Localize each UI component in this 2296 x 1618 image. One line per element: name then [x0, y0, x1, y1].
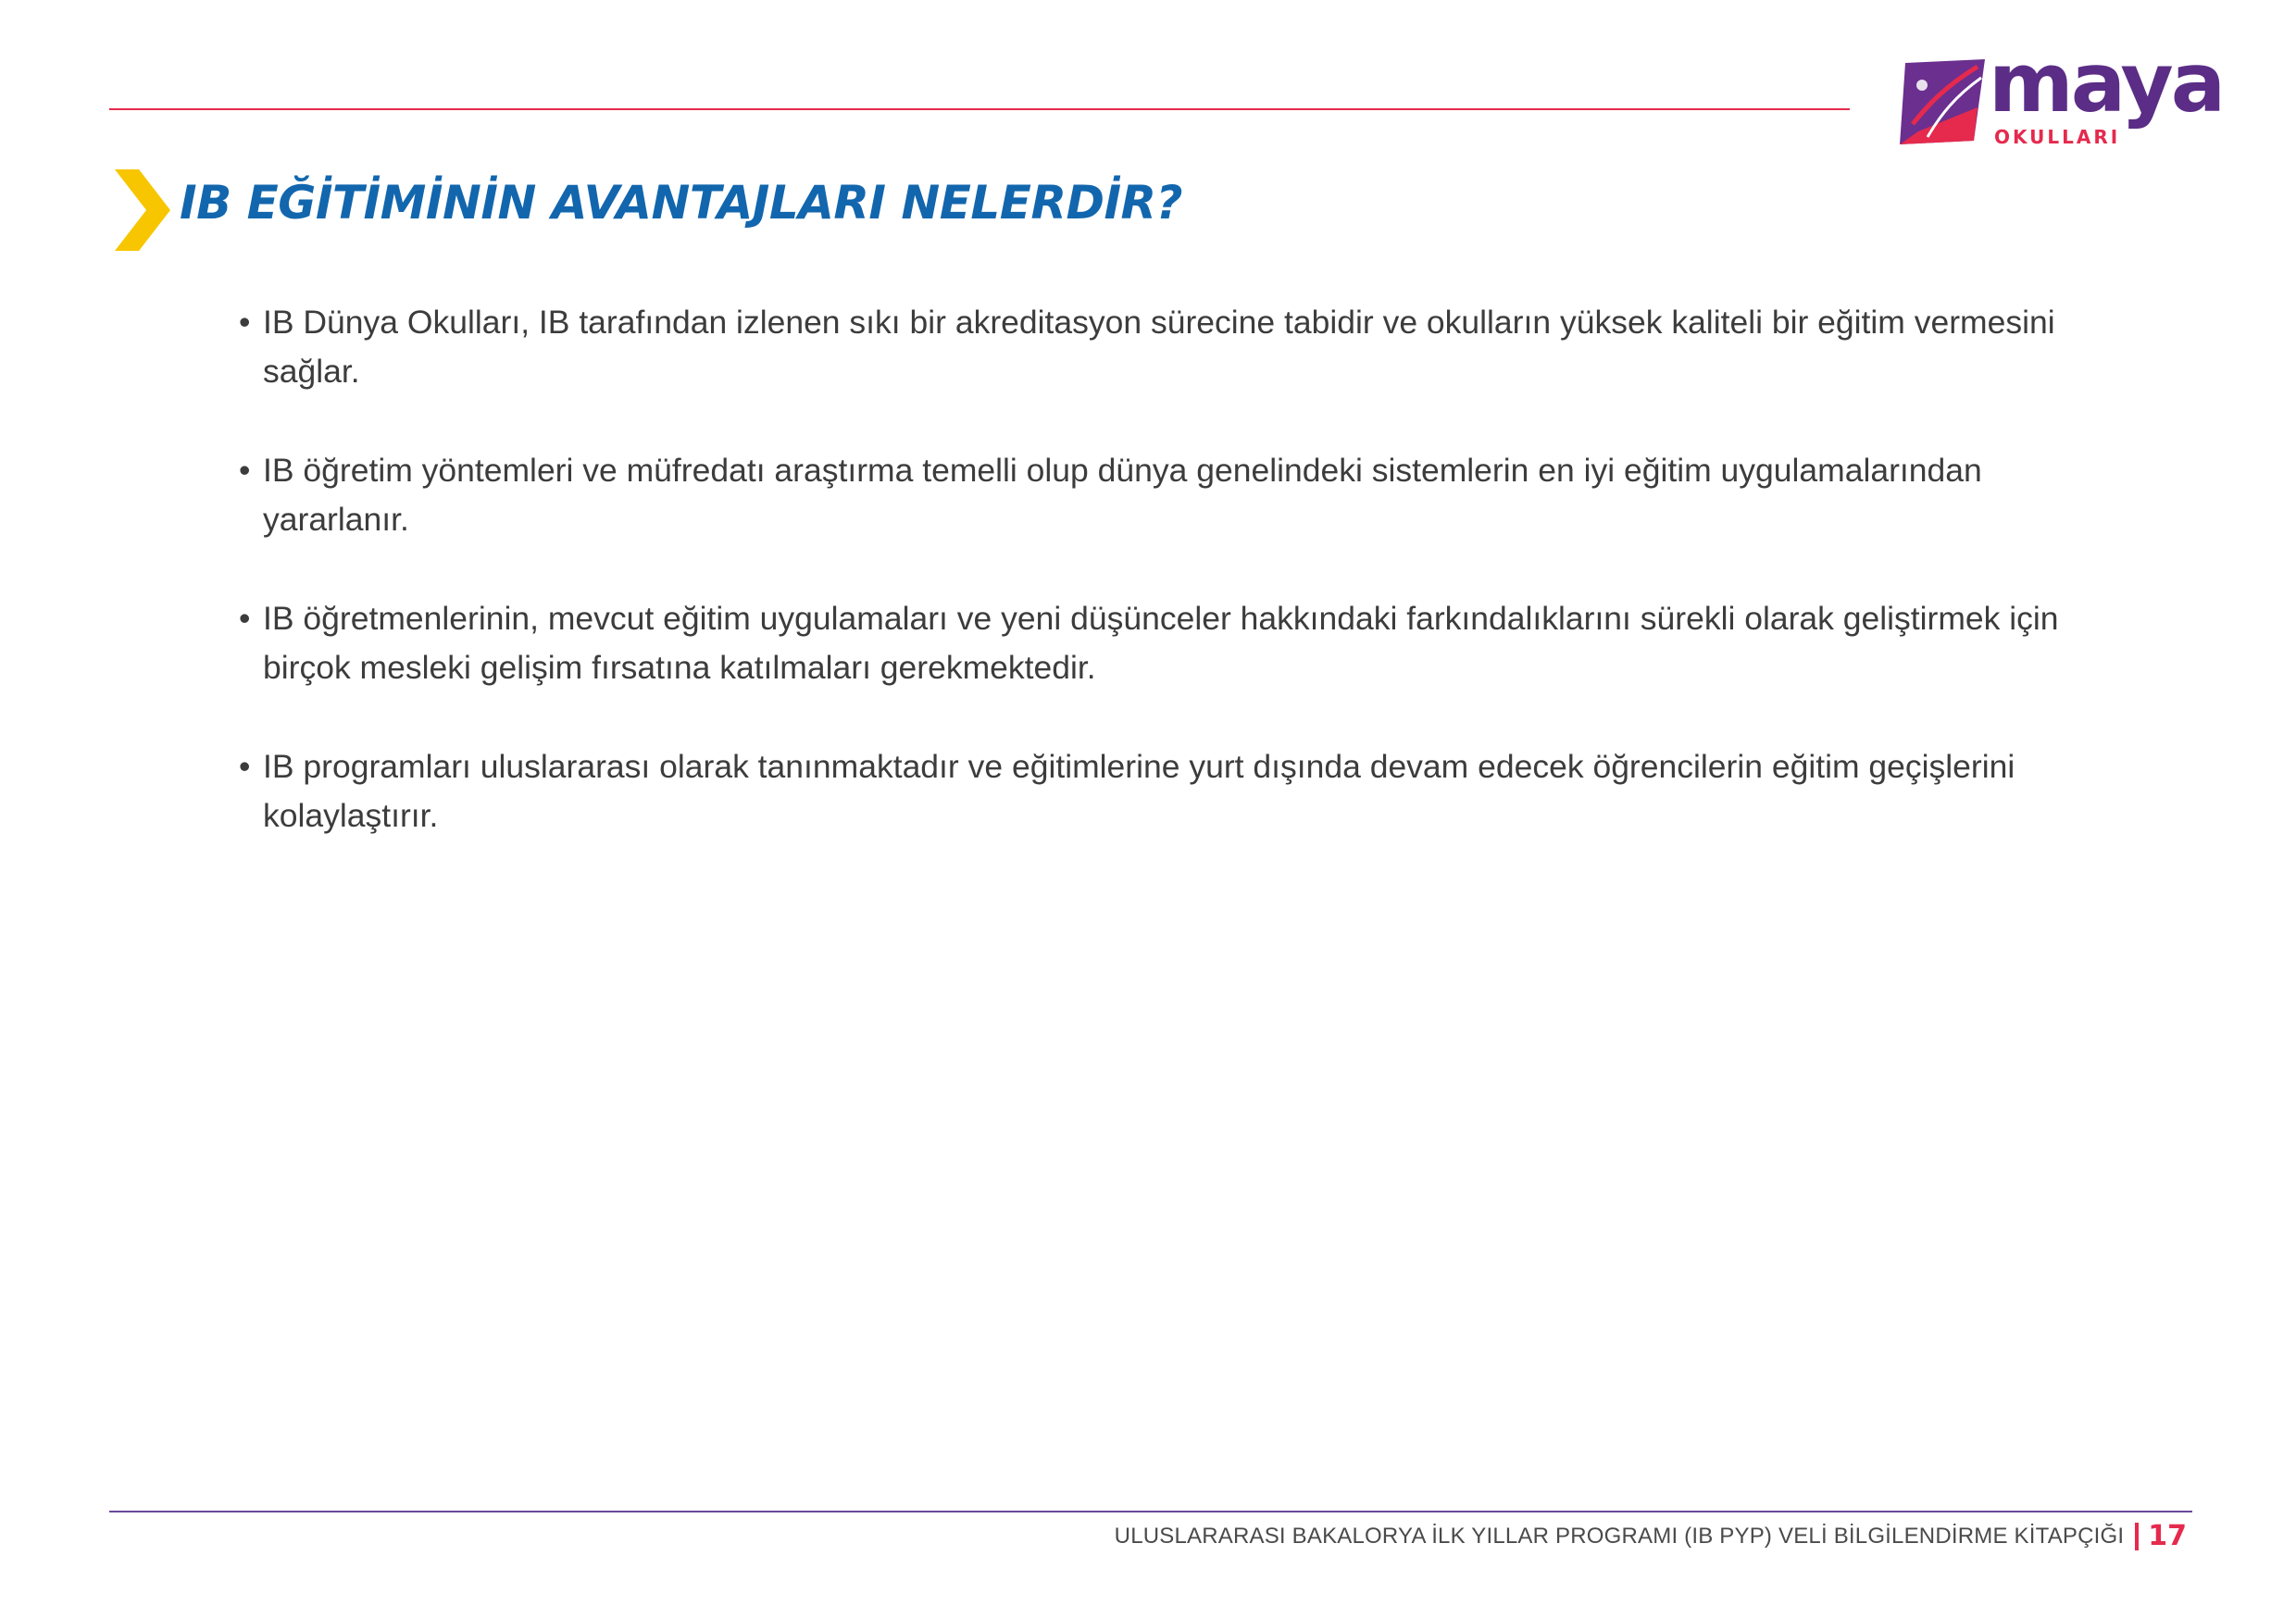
list-item: [239, 298, 2109, 396]
bullet-text: IB öğretim yöntemleri ve müfredatı araştırma temelli olup dünya genelindeki sistemlerin en iyi eğitim uygulamalarından yararlanır.: [263, 452, 1982, 538]
bullet-marker: •: [239, 748, 251, 785]
logo-wordmark: maya: [1989, 35, 2224, 131]
bullet-text: IB öğretmenlerinin, mevcut eğitim uygulamaları ve yeni düşünceler hakkındaki farkındalıklarını sürekli olarak geliştirmek için birçok mesleki gelişim fırsatına katılmaları gerekmektedir.: [263, 600, 2059, 686]
maya-okullari-logo: [1900, 35, 2224, 152]
page-footer: [1115, 1520, 2187, 1552]
bullet-marker: •: [239, 304, 251, 341]
advantages-list: [239, 298, 2109, 890]
bullet-marker: •: [239, 600, 251, 637]
list-item: [239, 594, 2109, 692]
list-item: [239, 742, 2109, 840]
footer-divider: [2135, 1523, 2139, 1550]
page-title: IB EĞİTİMİNİN AVANTAJLARI NELERDİR?: [180, 176, 1183, 230]
logo-subtitle: OKULLARI: [1994, 126, 2121, 148]
header-rule: [109, 108, 1850, 110]
footer-rule: [109, 1511, 2192, 1512]
list-item: [239, 446, 2109, 544]
page-number: 17: [2148, 1520, 2187, 1552]
footer-document-title: ULUSLARARASI BAKALORYA İLK YILLAR PROGRAMI (IB PYP) VELİ BİLGİLENDİRME KİTAPÇIĞI: [1114, 1523, 2125, 1549]
logo-mark-icon: [1900, 59, 1989, 144]
bullet-text: IB Dünya Okulları, IB tarafından izlenen sıkı bir akreditasyon sürecine tabidir ve okulların yüksek kaliteli bir eğitim vermesini sağlar.: [263, 304, 2055, 390]
bullet-marker: •: [239, 452, 251, 489]
chevron-right-icon: [115, 169, 170, 251]
bullet-text: IB programları uluslararası olarak tanınmaktadır ve eğitimlerine yurt dışında devam edecek öğrencilerin eğitim geçişlerini kolaylaştırır.: [263, 748, 2015, 834]
